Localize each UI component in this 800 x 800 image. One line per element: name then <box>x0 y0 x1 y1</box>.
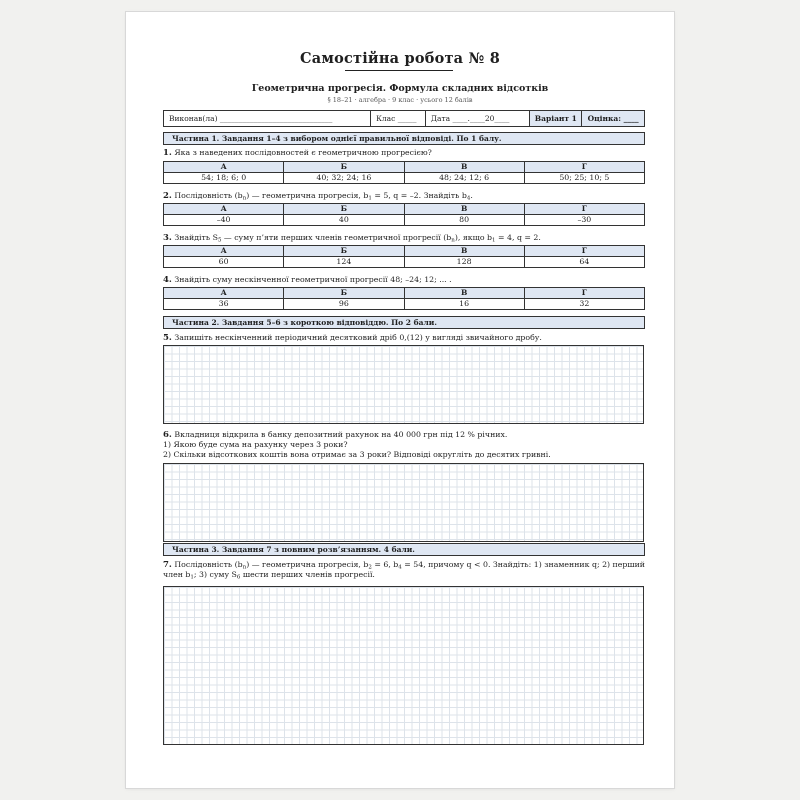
answer-option-b[interactable]: 40 <box>284 215 404 226</box>
question-number: 5. <box>163 333 172 343</box>
option-header: Б <box>284 162 404 173</box>
option-header: В <box>404 246 524 257</box>
answer-option-c[interactable]: 16 <box>404 299 524 310</box>
question-text: Знайдіть $S_5$ — суму п’яти перших членів геометричної прогресії $(b_n)$, якщо $b_1 = 4$, q = 2. <box>174 233 541 244</box>
part-2-header: Частина 2. Завдання 5–6 з короткою відповіддю. По 2 бали. <box>163 316 645 329</box>
question-number: 1. <box>163 148 172 158</box>
option-header: В <box>404 162 524 173</box>
question-subtask: 2) Скільки відсоткових коштів вона отримає за 3 роки? Відповіді округліть до десятих гривні. <box>163 450 551 459</box>
question-subtask: 1) Якою буде сума на рахунку через 3 роки? <box>163 440 348 449</box>
answer-table-4 <box>163 287 645 310</box>
answer-option-d[interactable]: 50; 25; 10; 5 <box>524 173 644 184</box>
answer-option-c[interactable]: 48; 24; 12; 6 <box>404 173 524 184</box>
option-header: Б <box>284 288 404 299</box>
answer-option-d[interactable]: 64 <box>524 257 644 268</box>
answer-option-d[interactable]: 32 <box>524 299 644 310</box>
option-header: Б <box>284 204 404 215</box>
variant-label: Варіант 1 <box>530 111 582 126</box>
option-header: Г <box>524 246 644 257</box>
option-header: В <box>404 204 524 215</box>
option-header: А <box>164 162 284 173</box>
page-meta: § 18–21 · алгебра · 9 клас · усього 12 балів <box>327 96 473 104</box>
answer-option-a[interactable]: –40 <box>164 215 284 226</box>
option-header: В <box>404 288 524 299</box>
option-header: А <box>164 246 284 257</box>
title-underline <box>345 70 453 71</box>
answer-option-d[interactable]: –30 <box>524 215 644 226</box>
question-text: Послідовність $(b_n)$ — геометрична прогресія, $b_1 = 5$, q = –2. Знайдіть $b_4$. <box>174 191 473 202</box>
worksheet-page <box>126 12 674 788</box>
answer-grid-6[interactable] <box>163 463 644 542</box>
question-number: 2. <box>163 191 172 201</box>
student-info-bar <box>163 110 645 127</box>
answer-option-a[interactable]: 54; 18; 6; 0 <box>164 173 284 184</box>
class-field[interactable]: Клас _____ <box>371 111 426 126</box>
option-header: Г <box>524 162 644 173</box>
answer-table-1 <box>163 161 645 184</box>
question-1 <box>163 148 645 158</box>
part-3-header: Частина 3. Завдання 7 з повним розв’язанням. 4 бали. <box>163 543 645 556</box>
answer-table-2 <box>163 203 645 226</box>
answer-option-c[interactable]: 80 <box>404 215 524 226</box>
question-2 <box>163 191 645 201</box>
question-4 <box>163 275 645 285</box>
page-title: Самостійна робота № 8 <box>299 50 500 67</box>
answer-option-a[interactable]: 36 <box>164 299 284 310</box>
option-header: Г <box>524 204 644 215</box>
answer-option-b[interactable]: 96 <box>284 299 404 310</box>
answer-option-b[interactable]: 40; 32; 24; 16 <box>284 173 404 184</box>
part-1-header: Частина 1. Завдання 1–4 з вибором однієї правильної відповіді. По 1 балу. <box>163 132 645 145</box>
question-7 <box>163 560 645 580</box>
question-text: Яка з наведених послідовностей є геометричною прогресією? <box>174 148 432 157</box>
date-field[interactable]: Дата ____.____20____ <box>426 111 531 126</box>
answer-option-b[interactable]: 124 <box>284 257 404 268</box>
answer-grid-5[interactable] <box>163 345 644 424</box>
question-text: Вкладниця відкрила в банку депозитний рахунок на 40 000 грн під 12 % річних. <box>174 430 508 439</box>
page-subtitle: Геометрична прогресія. Формула складних відсотків <box>251 83 549 94</box>
answer-option-c[interactable]: 128 <box>404 257 524 268</box>
answer-table-3 <box>163 245 645 268</box>
name-field[interactable]: Виконав(ла) ______________________________ <box>164 111 371 126</box>
question-6 <box>163 430 645 460</box>
answer-grid-7[interactable] <box>163 586 644 745</box>
option-header: А <box>164 288 284 299</box>
option-header: Г <box>524 288 644 299</box>
question-5 <box>163 333 645 343</box>
question-text: Послідовність $(b_n)$ — геометрична прогресія, $b_2 = 6$, $b_4 = 54$, причому q < 0. Знайдіть: 1) знаменник q; 2) перший член $b_1$; 3) суму $S_6$ шести перших членів прогресії. <box>163 560 646 581</box>
question-number: 3. <box>163 233 172 243</box>
option-header: А <box>164 204 284 215</box>
question-text: Запишіть нескінченний періодичний десятковий дріб 0,(12) у вигляді звичайного дробу. <box>174 333 542 342</box>
grade-field[interactable]: Оцінка: ____ <box>582 111 644 126</box>
question-number: 6. <box>163 430 172 440</box>
question-number: 7. <box>163 560 172 570</box>
question-number: 4. <box>163 275 172 285</box>
question-text: Знайдіть суму нескінченної геометричної прогресії 48; –24; 12; ... . <box>174 275 452 284</box>
option-header: Б <box>284 246 404 257</box>
answer-option-a[interactable]: 60 <box>164 257 284 268</box>
question-3 <box>163 233 645 243</box>
